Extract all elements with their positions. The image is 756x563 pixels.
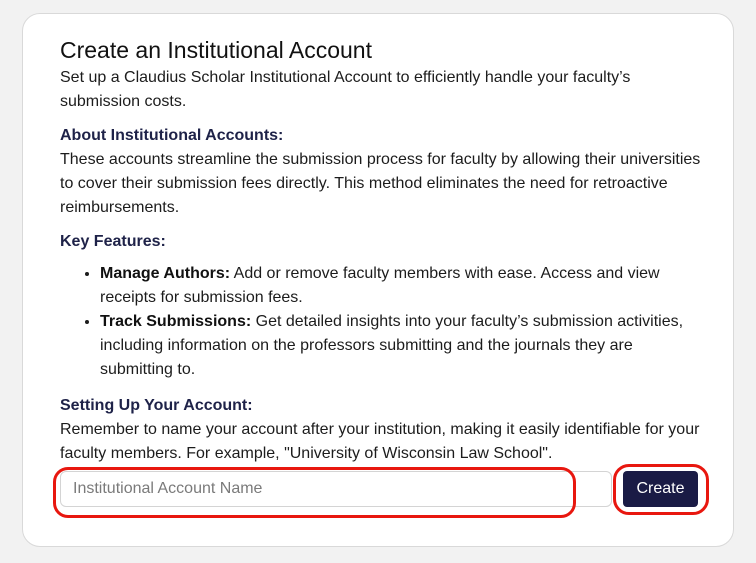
feature-item-track-submissions — [100, 310, 710, 382]
setup-heading: Setting Up Your Account: — [60, 397, 253, 414]
features-heading: Key Features: — [60, 233, 166, 250]
features-list — [60, 262, 710, 382]
intro-text: Set up a Claudius Scholar Institutional Account to efficiently handle your faculty’s submission costs. — [60, 69, 631, 110]
feature-text: Add or remove faculty members with ease. Access and view receipts for submission fees. — [100, 265, 660, 306]
feature-label: Track Submissions: — [100, 313, 252, 330]
feature-text: Get detailed insights into your faculty’s submission activities, including information on the professors submitting and the journals they are submitting to. — [100, 313, 684, 378]
feature-label: Manage Authors: — [100, 265, 231, 282]
setup-body: Remember to name your account after your institution, making it easily identifiable for your faculty members. For example, "University of Wisconsin Law School". — [60, 421, 700, 462]
about-heading: About Institutional Accounts: — [60, 127, 284, 144]
card-content — [60, 34, 710, 466]
create-account-form — [60, 471, 700, 507]
create-button[interactable]: Create — [623, 471, 698, 507]
create-account-card — [22, 13, 734, 547]
institutional-account-name-input[interactable] — [60, 471, 612, 507]
about-body: These accounts streamline the submission process for faculty by allowing their universities to cover their submission fees directly. This method eliminates the need for retroactive reimbursements. — [60, 151, 701, 216]
feature-item-manage-authors — [100, 262, 710, 310]
page-title: Create an Institutional Account — [60, 37, 372, 63]
